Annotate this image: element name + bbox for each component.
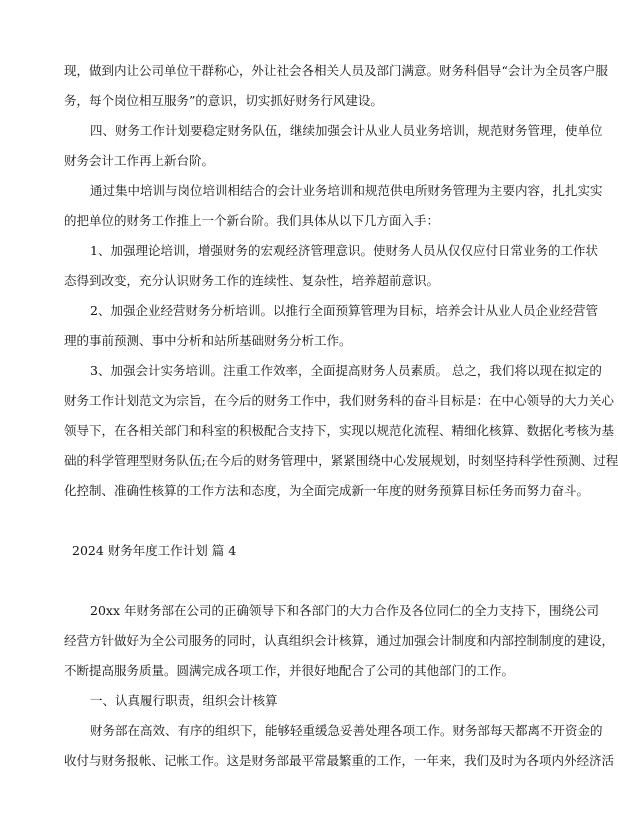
paragraph-line: 务，每个岗位相互服务”的意识，切实抓好财务行风建设。 <box>64 93 383 108</box>
paragraph-line: 不断提高服务质量。圆满完成各项工作，并很好地配合了公司的其他部门的工作。 <box>64 663 515 678</box>
paragraph-line: 化控制、准确性核算的工作方法和态度，为全面完成新一年度的财务预算目标任务而努力奋斗。 <box>64 483 590 498</box>
paragraph-line: 领导下，在各相关部门和科室的积极配合支持下，实现以规范化流程、精细化核算、数据化考核为基 <box>64 423 615 438</box>
subsection-heading: 一、认真履行职责，组织会计核算 <box>90 693 278 708</box>
paragraph-line: 础的科学管理型财务队伍;在今后的财务管理中，紧紧围绕中心发展规划，时刻坚持科学性预测、过程 <box>64 453 618 468</box>
paragraph-line: 财务会计工作再上新台阶。 <box>64 153 215 168</box>
paragraph-line: 态得到改变，充分认识财务工作的连续性、复杂性，培养超前意识。 <box>64 273 440 288</box>
paragraph-line: 2、加强企业经营财务分析培训。以推行全面预算管理为目标，培养会计从业人员企业经营管 <box>90 303 598 318</box>
paragraph-line: 财务部在高效、有序的组织下，能够轻重缓急妥善处理各项工作。财务部每天都离不开资金的 <box>90 723 603 738</box>
section-heading: 2024 财务年度工作计划 篇 4 <box>72 543 237 558</box>
paragraph-line: 经营方针做好为全公司服务的同时，认真组织会计核算，通过加强会计制度和内部控制制度的建设， <box>64 633 615 648</box>
paragraph-line: 的把单位的财务工作推上一个新台阶。我们具体从以下几方面入手： <box>64 213 440 228</box>
paragraph-line: 3、加强会计实务培训。注重工作效率，全面提高财务人员素质。 总之，我们将以现在拟定的 <box>90 363 602 378</box>
paragraph-line: 20xx 年财务部在公司的正确领导下和各部门的大力合作及各位同仁的全力支持下，围绕公司 <box>90 603 599 618</box>
paragraph-line: 通过集中培训与岗位培训相结合的会计业务培训和规范供电所财务管理为主要内容，扎扎实实 <box>90 183 603 198</box>
paragraph-line: 1、加强理论培训，增强财务的宏观经济管理意识。使财务人员从仅仅应付日常业务的工作状 <box>90 243 598 258</box>
paragraph-line: 四、财务工作计划要稳定财务队伍，继续加强会计从业人员业务培训，规范财务管理，使单位 <box>90 123 603 138</box>
paragraph-line: 现，做到内让公司单位干群称心，外让社会各相关人员及部门满意。财务科倡导“会计为全员客户服 <box>64 63 608 78</box>
paragraph-line: 收付与财务报帐、记帐工作。这是财务部最平常最繁重的工作，一年来，我们及时为各项内外经济活 <box>64 753 615 768</box>
paragraph-line: 财务工作计划范文为宗旨，在今后的财务工作中，我们财务科的奋斗目标是：在中心领导的大力关心 <box>64 393 615 408</box>
paragraph-line: 理的事前预测、事中分析和站所基础财务分析工作。 <box>64 333 352 348</box>
